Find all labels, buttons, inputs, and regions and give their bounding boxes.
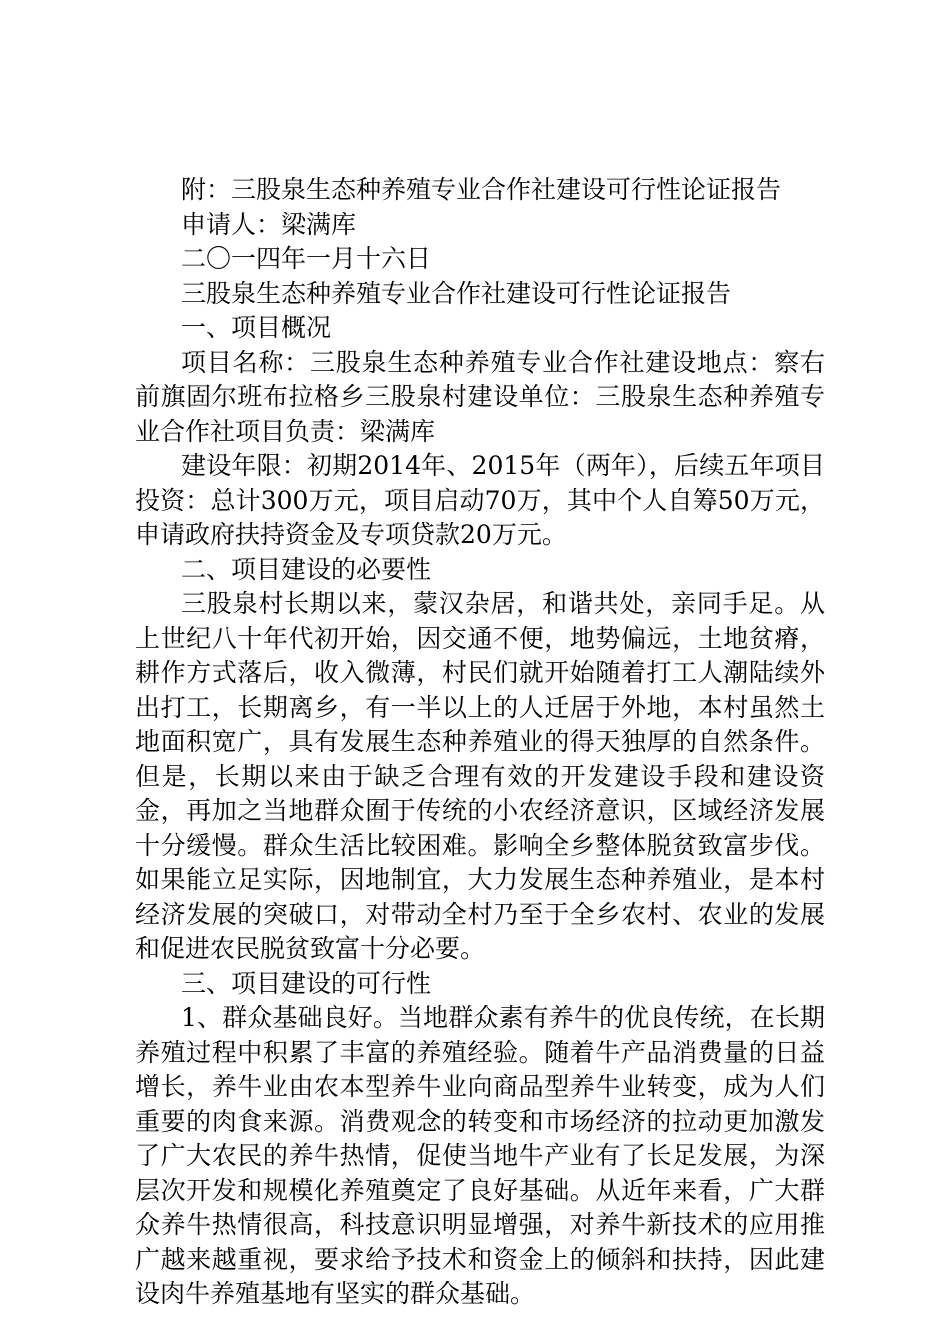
date-line: 二〇一四年一月十六日 [181, 244, 432, 273]
overview-paragraph-investment: 建设年限：初期2014年、2015年（两年），后续五年项目投资：总计300万元，项目启动70万，其中个人自筹50万元，申请政府扶持资金及专项贷款20万元。 [135, 451, 825, 549]
feasibility-paragraph-mass-base: 1、群众基础良好。当地群众素有养牛的优良传统，在长期养殖过程中积累了丰富的养殖经验。随着牛产品消费量的日益增长，养牛业由农本型养牛业向商品型养牛业转变，成为人们重要的肉食来源。消费观念的转变和市场经济的拉动更加激发了广大农民的养牛热情，促使当地牛产业有了长足发展，为深层次开发和规模化养殖奠定了良好基础。从近年来看，广大群众养牛热情很高，科技意识明显增强，对养牛新技术的应用推广越来越重视，要求给予技术和资金上的倾斜和扶持，因此建设肉牛养殖基地有坚实的群众基础。 [135, 1003, 825, 1308]
necessity-paragraph: 三股泉村长期以来，蒙汉杂居，和谐共处，亲同手足。从上世纪八十年代初开始，因交通不便，地势偏远，土地贫瘠，耕作方式落后，收入微薄，村民们就开始随着打工人潮陆续外出打工，长期离乡，有一半以上的人迁居于外地，本村虽然土地面积宽广，具有发展生态种养殖业的得天独厚的自然条件。但是，长期以来由于缺乏合理有效的开发建设手段和建设资金，再加之当地群众囿于传统的小农经济意识，区域经济发展十分缓慢。群众生活比较困难。影响全乡整体脱贫致富步伐。如果能立足实际，因地制宜，大力发展生态种养殖业，是本村经济发展的突破口，对带动全村乃至于全乡农村、农业的发展和促进农民脱贫致富十分必要。 [135, 589, 825, 963]
section-heading-necessity: 二、项目建设的必要性 [181, 554, 432, 584]
section-heading-feasibility: 三、项目建设的可行性 [181, 968, 432, 998]
attachment-title: 附：三股泉生态种养殖专业合作社建设可行性论证报告 [181, 175, 782, 204]
overview-paragraph-project-info: 项目名称：三股泉生态种养殖专业合作社建设地点：察右前旗固尔班布拉格乡三股泉村建设单位：三股泉生态种养殖专业合作社项目负责：梁满库 [135, 347, 825, 446]
document-page [135, 173, 825, 1312]
section-heading-overview: 一、项目概况 [181, 313, 332, 342]
applicant-line: 申请人：梁满库 [181, 209, 357, 239]
report-title: 三股泉生态种养殖专业合作社建设可行性论证报告 [181, 278, 732, 308]
